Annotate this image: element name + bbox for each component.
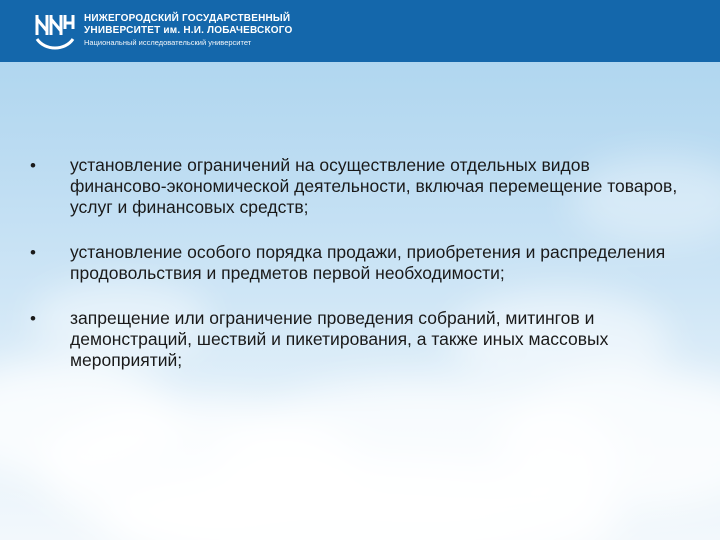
list-item <box>30 308 690 371</box>
bullet-marker: • <box>30 309 36 328</box>
bullet-text: установление ограничений на осуществление отдельных видов финансово-экономической деятельности, включая перемещение товаров, услуг и финансовых средств; <box>70 155 678 217</box>
university-name-line2: УНИВЕРСИТЕТ им. Н.И. ЛОБАЧЕВСКОГО <box>84 25 293 36</box>
nngu-logo-icon <box>33 9 77 53</box>
university-subtitle: Национальный исследовательский университет <box>84 38 252 47</box>
list-item <box>30 155 690 218</box>
bullet-list <box>30 155 690 395</box>
bullet-text: установление особого порядка продажи, приобретения и распределения продовольствия и предметов первой необходимости; <box>70 242 666 283</box>
university-name-line1: НИЖЕГОРОДСКИЙ ГОСУДАРСТВЕННЫЙ <box>84 13 291 24</box>
bullet-marker: • <box>30 243 36 262</box>
bullet-marker: • <box>30 156 36 175</box>
university-name <box>84 13 292 48</box>
header-bar <box>0 0 720 62</box>
list-item <box>30 242 690 284</box>
bullet-text: запрещение или ограничение проведения собраний, митингов и демонстраций, шествий и пикетирования, а также иных массовых мероприятий; <box>70 308 609 370</box>
